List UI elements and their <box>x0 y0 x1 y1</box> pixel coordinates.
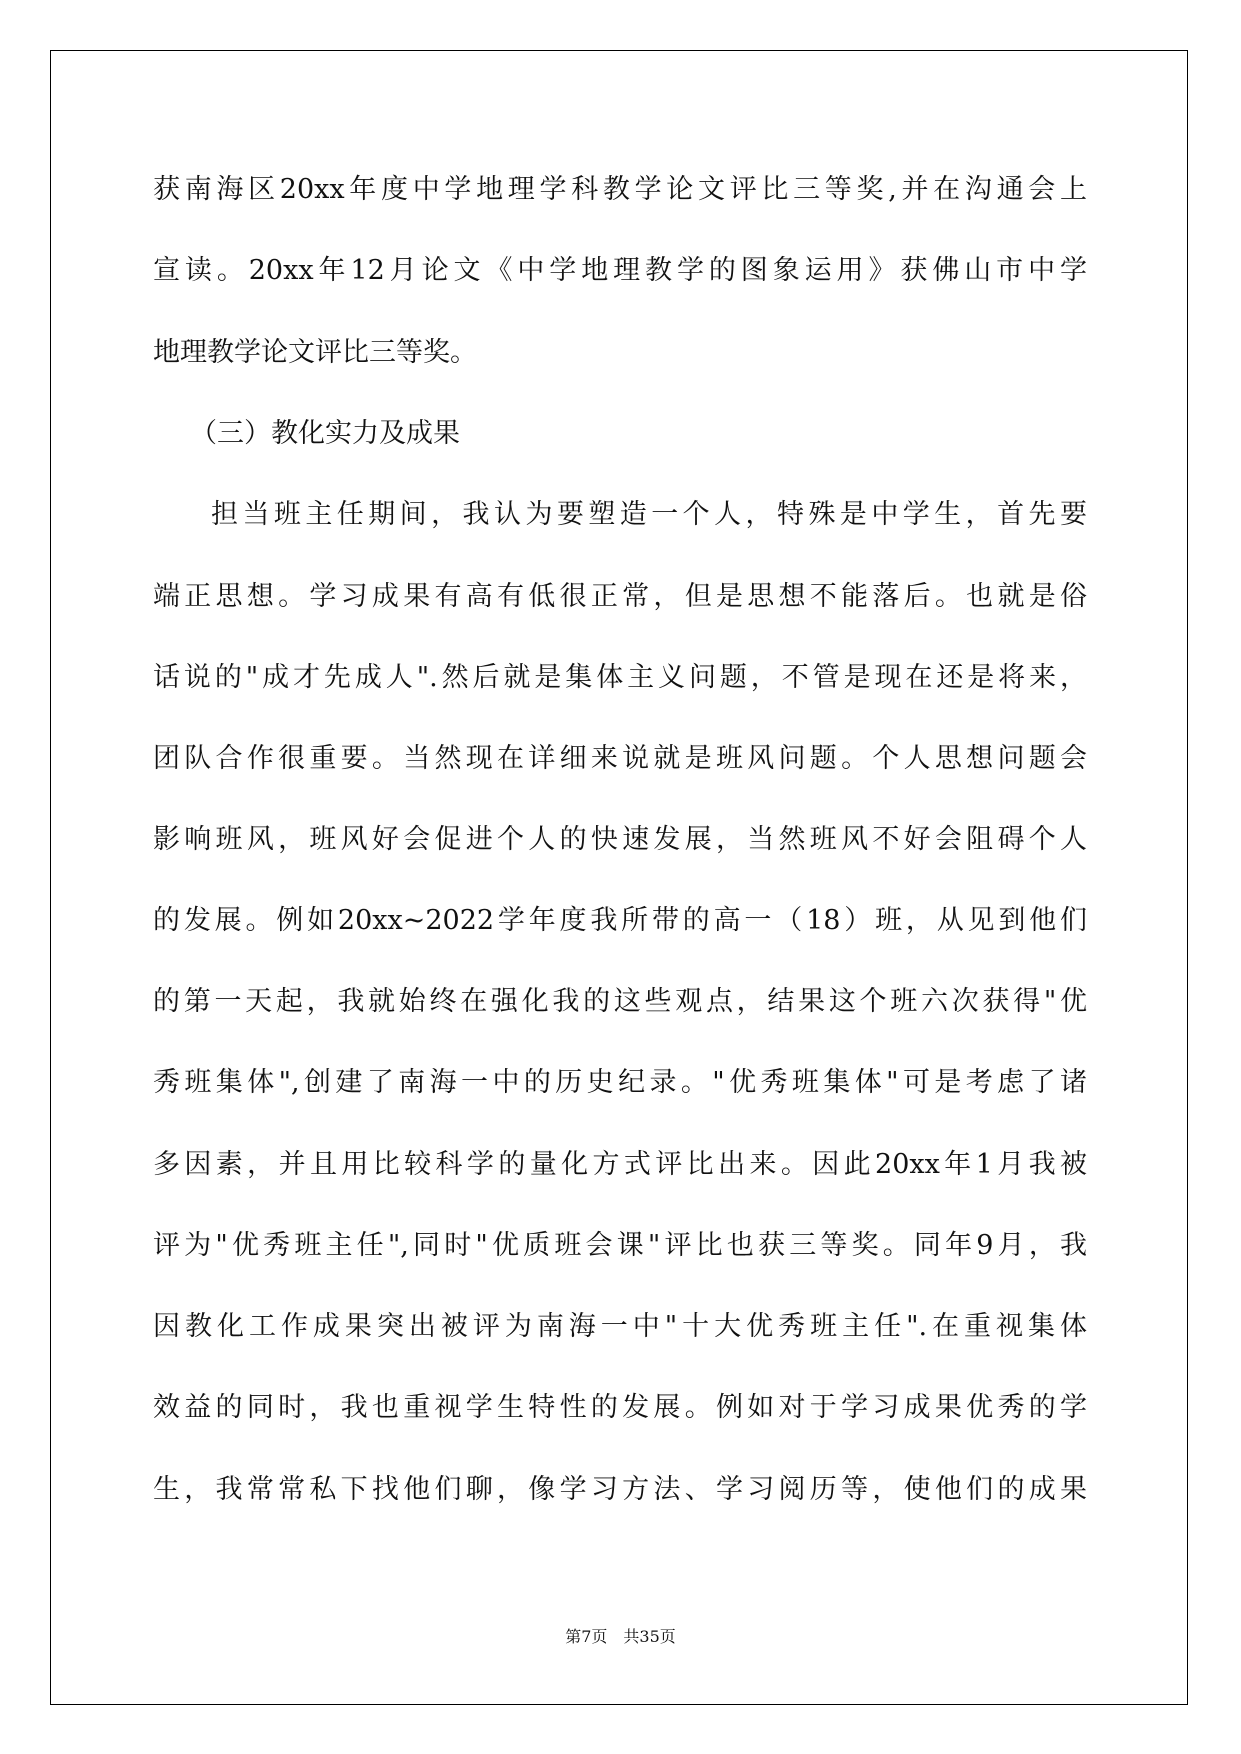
section-heading: （三）教化实力及成果 <box>190 418 460 449</box>
text-line: 获南海区20xx年度中学地理学科教学论文评比三等奖,并在沟通会上 <box>153 174 1087 205</box>
text-line: 生，我常常私下找他们聊，像学习方法、学习阅历等，使他们的成果 <box>153 1474 1087 1505</box>
text-line: 话说的"成才先成人".然后就是集体主义问题，不管是现在还是将来， <box>153 662 1087 693</box>
text-line: 担当班主任期间，我认为要塑造一个人，特殊是中学生，首先要 <box>211 499 1087 530</box>
text-line: 宣读。20xx年12月论文《中学地理教学的图象运用》获佛山市中学 <box>153 255 1087 286</box>
text-line: 团队合作很重要。当然现在详细来说就是班风问题。个人思想问题会 <box>153 743 1087 774</box>
text-line: 的发展。例如20xx~2022学年度我所带的高一（18）班，从见到他们 <box>153 905 1087 936</box>
text-line: 因教化工作成果突出被评为南海一中"十大优秀班主任".在重视集体 <box>153 1311 1087 1342</box>
text-line: 效益的同时，我也重视学生特性的发展。例如对于学习成果优秀的学 <box>153 1392 1087 1423</box>
page-number: 第7页 共35页 <box>565 1627 676 1646</box>
text-line: 地理教学论文评比三等奖。 <box>153 337 477 368</box>
page-border <box>50 50 1188 1705</box>
text-line: 影响班风，班风好会促进个人的快速发展，当然班风不好会阻碍个人 <box>153 824 1087 855</box>
text-line: 端正思想。学习成果有高有低很正常，但是思想不能落后。也就是俗 <box>153 581 1087 612</box>
text-line: 秀班集体",创建了南海一中的历史纪录。"优秀班集体"可是考虑了诸 <box>153 1067 1087 1098</box>
text-line: 的第一天起，我就始终在强化我的这些观点，结果这个班六次获得"优 <box>153 986 1087 1017</box>
text-line: 评为"优秀班主任",同时"优质班会课"评比也获三等奖。同年9月，我 <box>153 1230 1087 1261</box>
text-line: 多因素，并且用比较科学的量化方式评比出来。因此20xx年1月我被 <box>153 1149 1087 1180</box>
